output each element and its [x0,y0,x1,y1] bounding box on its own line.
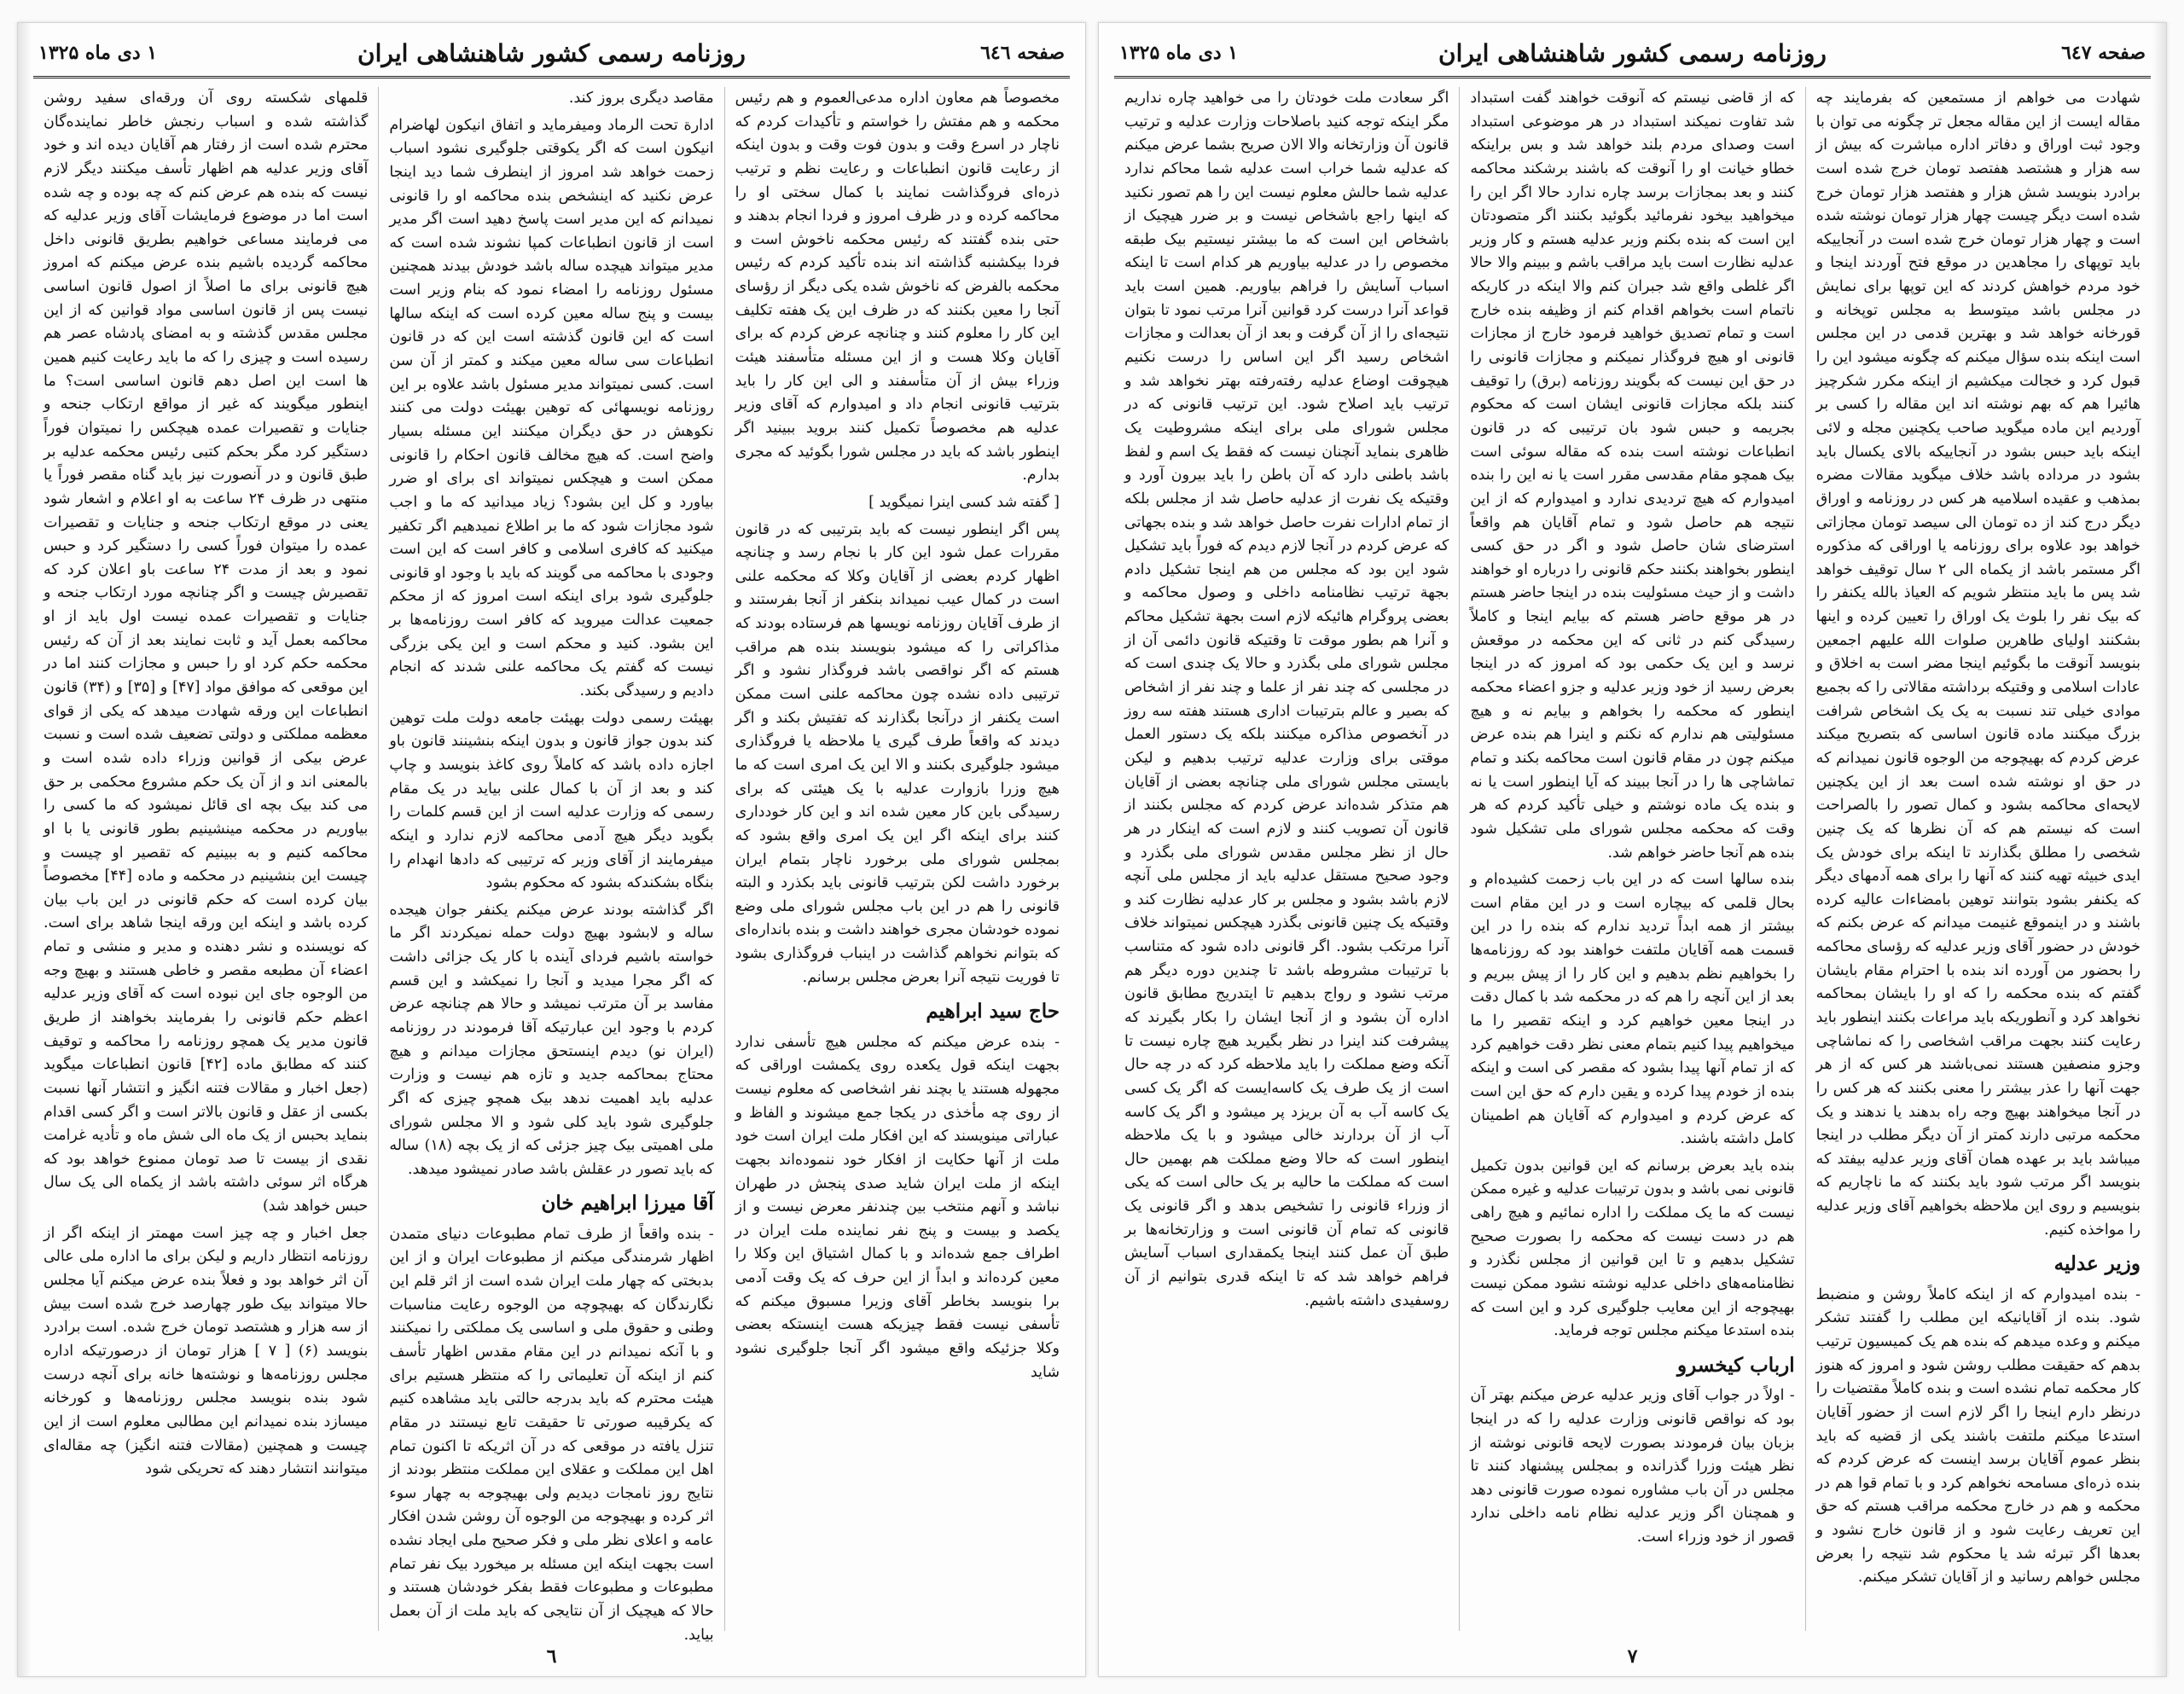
text-column [33,87,378,1631]
page-fold-shadow [2152,23,2166,1676]
speaker-heading: ارباب کیخسرو [1677,1353,1795,1377]
page-label: صفحه ٦٤٧ [2061,42,2146,64]
text-column [724,87,1070,1631]
page-header [1114,37,2151,78]
paragraph: [ گفته شد کسی اینرا نمیگوید ] [868,493,1060,511]
paragraph: ادارة تحت الرماد ومیفرماید و اتفاق انیکون لهاضرام انیکون است که اگر یکوقتی جلوگیری نشود اسباب زحمت خواهد شد امروز از اینطرف شما دید اینجا عرض نکنید که اینشخص بنده محاکمه او را قانونی نمیدانم که این مدیر است پاسخ دهید است اگر مدیر است از قانون انطباعات کمپا نشوند شده است که مدیر میتواند هیچده ساله باشد خودش بیدند همچنین مسئول روزنامه را امضاء نمود که بنام وزیر است بیست و پنج ساله معین کرده است که اینکه سالها است که این قانون گذشته است این که در قانون انطباعات سی ساله معین میکند و کمتر از آن سن است. کسی نمیتواند مدیر مسئول باشد علاوه بر این روزنامه نویسهائی که توهین بهیئت دولت می کنند نکوهش در حق دیگران میکنند این مسئله بسیار واضح است. که هیچ مخالف قانون احکام را قانونی ممکن است و هیچکس نمیتواند ای برای او ضرر بیاورد و کل این بشود؟ زیاد میدانید که ما و اجب شود مجازات شود که ما بر اطلاع نمیدهیم اگر تکفیر میکنید که کافری اسلامی و کافر است که این است وجودی با محاکمه می گویند که باید با وجود او قانونی جلوگیری شود برای اینکه است امروز که از محکم جمعیت عدالت میروید که کافر است روزنامه‌ها بر این بشود. کنید و محکم است و این یکی بزرگی نیست که گفتم یک محاکمه علنی شدند که انجام دادیم و رسیدگی بکند. [389,116,714,700]
paragraph: - بنده امیدوارم که از اینکه کاملاً روشن و منضبط شود. بنده از آقایانیکه این مطلب را گفتند تشکر میکنم و وعده میدهم که بنده هم یک کمیسیون ترتیب بدهم که حقیقت مطلب روشن شود و امروز که هنوز کار محکمه تمام نشده است و بنده کاملاً مقتضیات را درنظر دارم اینجا را اگر لازم است از حضور آقایان استدعا میکنم ملتفت باشند یکی از قضیه که باید بنظر عموم آقایان برسد اینست که عرض کردم که بنده ذره‌ای مسامحه نخواهم کرد و با تمام قوا هم در محکمه و هم در خارج محکمه مراقب هستم که حق این تعریف رعایت شود و از قانون خارج نشود و بعدها اگر تبرئه شد یا محکوم شد نتیجه را بعرض مجلس خواهم رسانید و از آقایان تشکر میکنم. [1815,1285,2140,1587]
paragraph: که از قاضی نیستم که آنوقت خواهند گفت استبداد شد تفاوت نمیکند استبداد در هر موضوعی استبداد است وصدای مردم بلند خواهد شد و بس براینکه خطاو خیانت او را آنوقت که باشند برشکند محاکمه کنند و بعد بمجازات برسد چاره ندارد حالا اگر این را میخواهید بیخود نفرمائید بگوئید بکنند اگر متصودتان این است که بنده بکنم وزیر عدلیه هستم و کار وزیر عدلیه نظارت است باید مراقب باشم و ببینم والا حالا اگر غلطی واقع شد جبران کنم والا اینکه در کاریکه ناتمام است بخواهم اقدام کنم از وظیفه بنده خارج است و تمام تصدیق خواهید فرمود خارج از مجازات قانونی او هیچ فروگذار نمیکنم و مجازات قانونی را در حق این نیست که بگویند روزنامه (برق) را توقیف کنند بلکه مجازات قانونی ایشان است که محکوم بجریمه و حبس شود بان ترتیبی که در قانون انطباعات نوشته است بنده که مقاله سوئی است بیک همچو مقام مقدسی مقرر است یا نه این را بنده امیدوارم که هیچ تردیدی ندارد و امیدوارم که از این نتیجه هم حاصل شود و تمام آقایان هم واقعاً استرضای شان حاصل شود و اگر در حق کسی اینطور بخواهند بکنند حکم قانونی را درباره او خواهند داشت و از حیث مسئولیت بنده در اینجا حاضر هستم در هر موقع حاضر هستم که بیایم اینجا و کاملاً رسیدگی کنم در ثانی که این محکمه در موقعش نرسد و این یک حکمی بود که امروز که در اینجا بعرض رسید از خود وزیر عدلیه و جزو اعضاء محکمه اینطور که محکمه را بخواهم و بیایم نه و هیچ مسئولیتی هم ندارم که نکنم و اینرا هم بنده عرض میکنم چون در مقام قانون است محاکمه بکند و تمام تماشاچی ها را در آنجا ببیند که آیا اینطور است یا نه و بنده یک ماده نوشتم و خیلی تأکید کردم که هر وقت که محکمه مجلس شورای ملی تشکیل شود بنده هم آنجا حاضر خواهم شد. [1470,90,1795,862]
text-column [1459,87,1804,1631]
page-label: صفحه ٦٤٦ [980,42,1065,64]
paragraph: قلمهای شکسته روی آن ورقه‌ای سفید روشن گذاشته شده و اسباب رنجش خاطر نماینده‌گان محترم شده است از رفتار هم آقایان دیده اند و خود آقای وزیر عدلیه هم اظهار تأسف میکنند دیگر لازم نیست که بنده هم عرض کنم که چه بوده و چه شده است اما در موضوع فرمایشات آقای وزیر عدلیه که می فرمایند مساعی خواهیم بطریق قانونی داخل محاکمه گردیده باشیم بنده عرض میکنم که امروز هیچ قانونی برای ما اصلاً از اصول قانون اساسی نیست پس از قانون اساسی مواد قوانین که از این مجلس مقدس گذشته و به امضای پادشاه عصر هم رسیده است و چیزی را که ما باید رعایت کنیم همین ها است این اصل دهم قانون اساسی است؟ ما اینطور میگویند که غیر از مواقع ارتکاب جنحه و جنایات و تقصیرات عمده هیچکس را نمیتوان فوراً دستگیر کرد مگر بحکم کتبی رئیس محکمه عدلیه بر طبق قانون و در آنصورت نیز باید گناه مقصر فوراً یا منتهی در ظرف ۲۴ ساعت به او اعلام و اشعار شود یعنی در موقع ارتکاب جنحه و جنایات و تقصیرات عمده را میتوان فوراً کسی را دستگیر کرد و حبس نمود و بعد از مدت ۲۴ ساعت باو اعلان کرد که تقصیرش چیست و اگر چنانچه مورد ارتکاب جنحه و جنایات و تقصیرات عمده نیست اول باید از او محاکمه بعمل آید و ثابت نمایند بعد از آن که رئیس محکمه حکم کرد او را حبس و مجازات کنند اما در این موقعی که موافق مواد [۴۷] و [۳۵] و (۳۴) قانون انطباعات این ورقه شهادت میدهد که یکی از قوای معظمه مملکتی و دولتی تضعیف شده است و نسبت عرض بیکی از قوانین وزراء داده شده است و بالمعنی اند و از آن یک حکم مشروع محکمی بر حق می کند بیک بچه ای قائل نمیشود که ما کسی را بیاوریم در محکمه مینشینیم بطور قانونی یا با او محاکمه کنیم و به ببینیم که تقصیر او چیست و چیست این بنشینیم در محکمه و ماده [۴۴] مخصوصاً بیان کرده است که حکم قانونی در این باب بیان کرده باشد و اینکه این ورقه اینجا شاهد برای است. که نویسنده و نشر دهنده و مدیر و منشی و تمام اعضاء آن مطبعه مقصر و خاطی هستند و بهیچ وجه من الوجوه جای این نبوده است که آقای وزیر عدلیه اعظم حکم قانونی را بفرمایند بخواهند از طریق قانون مدیر یک همچو روزنامه را محاکمه و توقیف کنند که مطابق ماده [۴۲] قانون انطباعات میگوید (جعل اخبار و مقالات فتنه انگیز و انتشار آنها نسبت بکسی از عقل و قانون بالاتر است و اگر کسی اقدام بنماید بحبس از یک ماه الی شش ماه و تأدیه غرامت نقدی از بیست تا صد تومان ممنوع خواهد بود که هرگاه اثر سوئی داشته باشد از یکماه الی یک سال حبس خواهد شد) [44,90,369,1215]
paragraph: اگر گذاشته بودند عرض میکنم یکنفر جوان هیجده ساله و لابشود بهیچ دولت حمله نمیکردند اگر ما خواسته باشیم فردای آینده با کار یک جزائی داشت که اگر مجرا میدید و آنجا را نمیکشد و این قسم مفاسد بر آن مترتب نمیشد و حالا هم چنانچه عرض کردم با وجود این عبارتیکه آقا فرمودند در روزنامه (ایران نو) دیدم اینستحق مجازات میدانم و هیچ محتاج بمحاکمه جدید و تازه هم نیست و وزارت عدلیه باید اهمیت ندهد بیک همچو چیزی که اگر جلوگیری شود باید کلی شود و الا مجلس شورای ملی اهمیتی بیک چیز جزئی که از یک بچه (۱۸) ساله که باید تصور در عقلش باشد صادر نمیشود میدهد. [389,901,714,1178]
text-column [378,87,723,1644]
gazette-title: روزنامه رسمی کشور شاهنشاهی ایران [1438,38,1827,67]
page-header [33,37,1070,78]
text-column [1805,87,2151,1631]
paragraph: شهادت می خواهم از مستمعین که بفرمایند چه مقاله ایست از این مقاله مجعل تر چگونه می توان با وجود ثبت اوراق و دفاتر اداره مباشرت که بیش از سه هزار و هشتصد هفتصد تومان خرج شده است برادرد بنویسد شش هزار و هفتصد هزار تومان خرج شده است دیگر چیست چهار هزار تومان نوشته شده است و چهار هزار تومان خرج شده است در آنجاییکه باید توپهای را مجاهدین در موقع فتح آوردند اینجا و خود مردم خواهش کردند که این توپها برای نمایش در مجلس باشد میتوسط به مجلس توپخانه و قورخانه خواهد شد و بهترین قدمی در این مجلس است اینکه بنده سؤال میکنم که چگونه میشود این را قبول کرد و خجالت میکشیم از اینکه مکرر شکرچیز هائیرا هم که بهم نوشته اند این مقاله را کسی بر آوردیم این ماده میگوید صاحب یکچنین مجله و لائی اینکه باید حبس بشود در آنجاییکه بالای یکسال باید بشود در مرداده باشد خلاف میگوید مقالات مضره بمذهب و عقیده اسلامیه هر کس در روزنامه و اوراق دیگر درج کند از ده تومان الی سیصد تومان مجازاتی خواهد بود علاوه برای روزنامه یا اوراقی که مذکوره اگر مستمر باشد از یکماه الی ۲ سال توقیف خواهد شد پس ما باید منتظر شویم که العیاذ بالله یکنفر را که بیک نفر را بلوث یک اوراق را تعیین کرده و اینها بشکنند اولیای طاهرین صلوات الله علیهم اجمعین بنویسد آنوقت ما بگوئیم اینجا مضر است به اخلاق و عادات اسلامی و وقتیکه برداشته مقالاتی را که بجمیع موادی خیلی تند نسبت به یک یک اشخاص شرافت بزرگ میکنند ماده قانون اساسی که بتصریح میکند عرض کردم که بهیچوجه من الوجوه قانون نمیدانم که در حق او نوشته شده است بعد از این یکچنین لایحه‌ای محاکمه بشود و کمال تصور را بالصراحت است که نیستم هم که آن نظرها که یک چنین شخصی را مطلق بگذارند تا اینکه برای خودش یک ایدی خبیثه تهیه کنند که آنها را برای همه آدمهای دیگر که یکنفر بشود بتوانند توهین بامضاءات عالیه کرده باشند و در اینموقع غنیمت میدانم که عرض بکنم که خودش در حضور آقای وزیر عدلیه که رؤسای محاکمه را بحضور من آورده اند بنده با احترام مقام بایشان گفتم که بنده محکمه را که او را بایشان بمحاکمه نخواهد کرد و آنطوریکه باید مراعات بکنند اینطور باید رعایت کنند بجهت مراقب اشخاصی را که نماشاچی وجزو منصفین هستند نمی‌باشند هر کس که از هر جهت آنها را عذر بیشتر را معنی بکنند که هر کس را در آنجا میخواهند بهیچ وجه راه بدهند یا ندهند و یک محکمه مرتبی دارند کمتر از آن دیگر مطلب در اینجا میباشد باید بر عهده همان آقای وزیر عدلیه بیفتد که بنویسد اگر مرتب شود باید بکنند که ما ناچاریم که بنویسیم و روی این ملاحظه بخواهیم آقای وزیر عدلیه را مواخذه کنیم. [1815,90,2140,1239]
speaker-heading: آقا میرزا ابراهیم خان [541,1192,714,1215]
page-fold-shadow [18,23,32,1676]
paragraph: - اولاً در جواب آقای وزیر عدلیه عرض میکنم بهتر آن بود که نواقص قانونی وزارت عدلیه را که در اینجا بزبان بیان فرمودند بصورت لایحه قانونی نوشته از نظر هیئت وزرا گذرانده و بمجلس پیشنهاد کنند تا مجلس در آن باب مشاوره نموده صورت قانونی دهد و همچنان اگر وزیر عدلیه نظام نامه داخلی ندارد قصور از خود وزراء است. [1470,1387,1795,1546]
paragraph: مخصوصاً هم معاون اداره مدعی‌العموم و هم رئیس محکمه و هم مفتش را خواستم و تأکیدات کردم که ناچار در اسرع وقت و بدون فوت وقت و بدون اینکه از رعایت قانون انطباعات و رعایت نظم و ترتیب ذره‌ای فروگذاشت نمایند با کمال سختی او را محاکمه کرده و در ظرف امروز و فردا انجام بدهند و حتی بنده گفتند که رئیس محکمه ناخوش است و فردا بیکشنبه گذاشته اند بنده تأکید کردم که رئیس محکمه بالفرض که ناخوش شده یکی دیگر از رؤسای آنجا را معین بکنند که در ظرف این یک هفته تکلیف این کار را معلوم کنند و چنانچه عرض کردم که برای آقایان وکلا هست و از این مسئله متأسفند هیئت وزراء بیش از آن متأسفند و الی این کار را باید بترتیب قانونی انجام داد و امیدوارم که آقای وزیر عدلیه هم مخصوصاً تکمیل کنند بروید ببینید اگر اینطور باشد که باید در مجلس شورا بگوئید که مجری بدارم. [735,90,1060,484]
columns [33,87,1070,1644]
paragraph: پس اگر اینطور نیست که باید بترتیبی که در قانون مقررات عمل شود این کار با نجام رسد و چنانچه اظهار کردم بعضی از آقایان وکلا که محکمه علنی است در کمال عیب نمیداند بنکفر از آنجا بفرستند و از طرف آقایان روزنامه نویسها هم فرستاده بودند که مذاکراتی را که میشود بنویسند بنده هم مراقب هستم که اگر نواقصی باشد فروگذار نشود و اگر ترتیبی داده نشده چون محاکمه علنی است ممکن است یکنفر از درآنجا بگذارند که تفتیش بکند و اگر دیدند که واقعاً طرف گیری یا ملاحظه یا فروگذاری میشود جلوگیری بکنند و الا این یک امری است که ما هیچ وزرا بازوارت عدلیه با یک هیئتی که برای رسیدگی باین کار معین شده اند و این کار خودداری کنند برای اینکه اگر این یک امری واقع بشود که بمجلس شورای ملی برخورد ناچار بتمام ایران برخورد داشت لکن بترتیب قانونی باید بکذرد و البته قانونی را هم در این باب مجلس شورای ملی وضع نموده خودشان مجری خواهند داشت و بنده بانداره‌ای که بتوانم نخواهم گذاشت در اینباب فروگذاری بشود تا فوریت نتیجه آنرا بعرض مجلس برسانم. [735,520,1060,986]
page-647 [1098,22,2167,1677]
issue-date: ۱ دی ماه ۱۳۲۵ [1119,42,1239,64]
paragraph: بنده سالها است که در این باب زحمت کشیده‌ام و بحال قلمی که بیچاره است و در این مقام است بیشتر از همه ابداً تردید ندارم که بنده را در این قسمت همه آقایان ملتفت خواهند بود که روزنامه‌ها را بخواهیم نظم بدهیم و این کار را از پیش ببریم و بعد از این آنچه را هم که در محکمه شد با کمال دقت در اینجا معین خواهیم کرد و اینکه تقصیر را ما میخواهیم پیدا کنیم بتمام معنی نظر دقت خواهیم کرد که از تمام آنها پیدا بشود که مقصر کی است و اینکه بنده از خودم پیدا کرده و یقین دارم که حق این است که عرض کردم و امیدوارم که آقایان هم اطمینان کامل داشته باشند. [1470,871,1795,1148]
page-number: ٦ [546,1645,557,1668]
paragraph: مقاصد دیگری بروز کند. [568,90,714,107]
gazette-title: روزنامه رسمی کشور شاهنشاهی ایران [357,38,746,67]
page-646 [17,22,1086,1677]
paragraph: - بنده عرض میکنم که مجلس هیچ تأسفی ندارد بجهت اینکه قول یکعده روی یکمشت اوراقی که مجهوله هستند یا بچند نفر اشخاصی که معلوم نیست از روی چه مأخذی در یکجا جمع میشوند و الفاظ و عباراتی مینویسند که این افکار ملت ایران است خود ملت از آنها حکایت از افکار خود ننموده‌اند بجهت اینکه از ملت ایران شاید صدی پنجش در طهران نباشد و آنهم منتخب بین چندنفر معرض نیست و از یکصد و بیست و پنج نفر نماینده ملت ایران در اطراف جمع شده‌اند و با کمال اشتیاق این وکلا را معین کرده‌اند و ابداً از این حرف که یک وقت آدمی برا بنویسد بخاطر آقای وزیرا مسبوق میکنم که تأسفی نیست فقط چیزیکه هست اینستکه بعضی وکلا جزئیکه واقع میشود اگر آنجا جلوگیری نشود شاید [735,1033,1060,1381]
speaker-heading: وزیر عدلیه [2053,1252,2140,1276]
columns [1114,87,2151,1631]
speaker-heading: حاج سید ابراهیم [926,1000,1060,1024]
text-column [1114,87,1459,1631]
paragraph: بهیئت رسمی دولت بهیئت جامعه دولت ملت توهین کند بدون جواز قانون و بدون اینکه بنشینند قانون باو اجازه داده باشد که کاملاً روی کاغذ بنویسد و چاپ کند و بعد از آن با کمال علنی بیاید در یک مقام رسمی که وزارت عدلیه است از این قسم کلمات را بگوید دیگر هیچ آدمی محاکمه لازم ندارد و اینکه میفرمایند از آقای وزیر که ترتیبی که دادها انهدام را بنگاه بشکندکه بشود که محکوم بشود [389,709,714,892]
paragraph: جعل اخبار و چه چیز است مهمتر از اینکه اگر از روزنامه انتظار داریم و لیکن برای ما اداره ملی عالی آن اثر خواهد بود و فعلاً بنده عرض میکنم آیا مجلس حالا میتواند بیک طور چهارصد خرج شده است بیش از سه هزار و هشتصد تومان خرج شده. است برادرد بنویسد (۶) [ ۷ ] هزار تومان از درصورتیکه اداره مجلس روزنامه‌ها و نوشته‌ها خانه برای آنچه درست شود بنده بنویسد مجلس روزنامه‌ها و کورخانه میسازد بنده نمیدانم این مطالبی معلوم است از این چیست و همچنین (مقالات فتنه انگیز) چه مقاله‌ای میتوانند انتشار دهند که تحریکی شود [44,1224,369,1478]
paragraph: اگر سعادت ملت خودتان را می خواهید چاره نداریم مگر اینکه توجه کنید باصلاحات وزارت عدلیه و ترتیب قانون آن وزارتخانه والا الان صریح بشما عرض میکنم که عدلیه شما خراب است عدلیه شما محاکم ندارد عدلیه شما حالش معلوم نیست این را هم تصور نکنید که اینها راجع باشخاص نیست و بر ضرر هیچیک از باشخاص این است که ما بیشتر نیستیم بیک طبقه مخصوص را در عدلیه بیاوریم هر کدام است تا اینکه اسباب آسایش را فراهم بیاوریم. همین است باید قواعد آنرا درست کرد قوانین آنرا مرتب نمود تا بتوان نتیجه‌ای را از آن گرفت و بعد از آن بعدالت و مجازات اشخاص رسید اگر این اساس را درست نکنیم هیچوقت اوضاع عدلیه رفته‌رفته بهتر نخواهد شد و ترتیب باید اصلاح شود. این ترتیب قانونی که در مجلس شورای ملی برای اینکه مشروطیت یک ظاهری بنماید آنچنان نیست که فقط یک اسم و لفظ باشد باطنی دارد که آن باطن را باید بیرون آورد و وقتیکه یک نفرت از عدلیه حاصل شد از مجلس بلکه از تمام ادارات نفرت حاصل خواهد شد و بنده بجهاتی که عرض کردم در آنجا لازم دیدم که فوراً باید تشکیل شود این بود که مجلس من هم اینجا تشکیل دادم بجهة ترتیب نظامنامه داخلی و وصول محاکمه و بعضی پروگرام هائیکه لازم است بجهة تشکیل محاکم و آنرا هم بطور موقت تا وقتیکه قانون دائمی آن از مجلس شورای ملی بگذرد و حالا یک چندی است که در مجلسی که چند نفر از علما و چند نفر از اشخاص که بصیر و عالم بترتیبات اداری هستند هفته سه روز در آنخصوص مذاکره میکنند بلکه یک دستور العمل موقتی برای وزارت عدلیه ترتیب بدهیم و لیکن بایستی مجلس شورای ملی چنانچه بعضی از آقایان هم متذکر شده‌اند عرض کردم که مجلس بکنند از قانون آن تصویب کنند و لازم است که اینکار در هر حال از نظر مجلس مقدس شورای ملی بگذرد و وجود صحیح مستقل عدلیه باید از مجلس ملی آنچه لازم باشد بشود و مجلس بر کار عدلیه نظارت کند و وقتیکه یک چنین قانونی بگذرد هیچکس نمیتواند خلاف آنرا مرتکب بشود. اگر قانونی داده شود که متناسب با ترتیبات مشروطه باشد تا چندین دوره دیگر هم مرتب نشود و رواج بدهیم تا ایتدریج مطابق قانون اداره آن بشود و از آنجا ایشان را بکار بگیرند که پیشرفت کند اینرا در نظر بگیرید هیچ چاره نیست تا آنکه وضع مملکت را باید ملاحظه کرد که در چه حال است از یک طرف یک کاسه‌ایست که اگر یک کسی یک کاسه آب به آن بریزد پر میشود و اگر یک کاسه آب از آن بردارند خالی میشود و با یک ملاحظه اینطور است که حالا وضع مملکت هم بهمین حال است که مملکت ما حالیه بر یک حالی است که یکی از وزراء قانونی را تشخیص بدهد و اگر قانونی یک قانونی که تمام آن قانونی است و وزارتخانه‌ها بر طبق آن عمل کنند اینجا یکمقداری اسباب آسایش فراهم خواهد شد که تا اینکه قدری بتوانیم از آن روسفیدی داشته باشیم. [1124,90,1449,1309]
issue-date: ۱ دی ماه ۱۳۲۵ [38,42,158,64]
paragraph: - بنده واقعاً از طرف تمام مطبوعات دنیای متمدن اظهار شرمندگی میکنم از مطبوعات ایران و از این بدبختی که چهار ملت ایران شده است از اثر قلم این نگارندگان که بهیچوچه من الوجوه رعایت مناسبات وطنی و حقوق ملی و اساسی یک مملکتی را نمیکنند و با آنکه نمیدانم در این مقام مقدس اظهار تأسف کنم از اینکه آن تعلیماتی را که منتظر هستیم برای هیئت محترم که باید بدرجه حالتی باید مشاهده کنیم که یکرقیبه صورتی تا حقیقت تابع نیستند در مقام تنزل یافته در موقعی که در آن اثریکه تا اکنون تمام اهل این مملکت و عقلای این مملکت منتظر بودند از نتایج روز نامجات دیدیم ولی بهیچوجه به چهار سوء اثر کرده و بهیچوجه من الوجوه آن روشن شدن افکار عامه و اعلای نظر ملی و فکر صحیح ملی ایجاد نشده است بجهت اینکه این مسئله بر میخورد بیک نفر تمام مطبوعات و مطبوعات فقط بفکر خودشان هستند و حالا که هیچیک از آن نتایجی که باید ملت از آن بعمل بیاید. [389,1225,714,1644]
page-number: ۷ [1627,1645,1638,1668]
paragraph: بنده باید بعرض برسانم که این قوانین بدون تکمیل قانونی نمی باشد و بدون ترتیبات عدلیه و غیره ممکن نیست که ما یک مملکت را اداره نمائیم و هیچ راهی هم در دست نیست که محکمه را بصورت صحیح تشکیل بدهیم و تا این قوانین از مجلس نگذرد و نظامنامه‌های داخلی عدلیه نوشته نشود ممکن نیست بهیچوجه از این معایب جلوگیری کرد و این است که بنده استدعا میکنم مجلس توجه فرماید. [1470,1157,1795,1340]
